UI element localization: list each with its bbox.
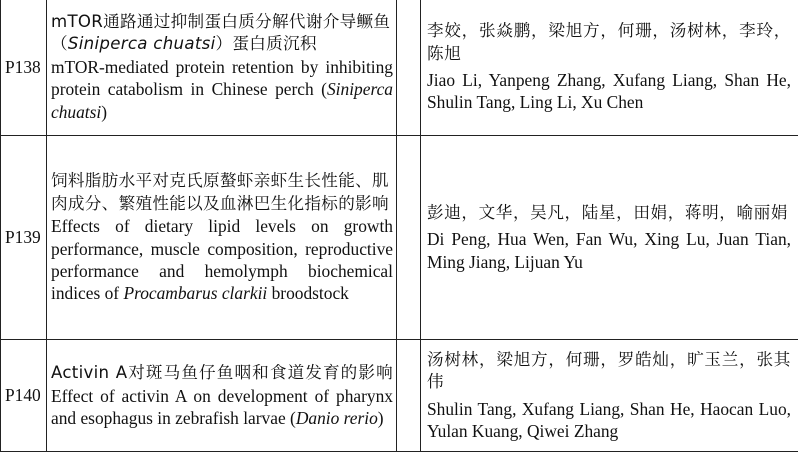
authors-en: Shulin Tang, Xufang Liang, Shan He, Haocan Luo, Yulan Kuang, Qiwei Zhang xyxy=(427,398,791,441)
entry-title xyxy=(47,136,397,340)
entry-authors xyxy=(421,0,798,136)
entry-authors xyxy=(421,340,798,452)
spacer-cell xyxy=(397,136,421,340)
entry-code: P140 xyxy=(1,340,47,452)
authors-zh: 李姣，张焱鹏，梁旭方，何珊，汤树林，李玲，陈旭 xyxy=(427,21,791,63)
entry-title xyxy=(47,340,397,452)
entry-authors xyxy=(421,136,798,340)
spacer-cell xyxy=(397,340,421,452)
table-row xyxy=(1,136,798,340)
authors-en: Jiao Li, Yanpeng Zhang, Xufang Liang, Shan He, Shulin Tang, Ling Li, Xu Chen xyxy=(427,70,791,113)
table-row xyxy=(1,0,798,136)
entry-title xyxy=(47,0,397,136)
title-en: Effects of dietary lipid levels on growth performance, muscle composition, reproductive performance and hemolymph biochemical indices of Procambarus clarkii broodstock xyxy=(51,216,393,304)
title-combined: Activin A对斑马鱼仔鱼咽和食道发育的影响Effect of activin A on development of pharynx and esophagus in zebrafish larvae (Danio rerio) xyxy=(51,363,393,429)
title-en: mTOR-mediated protein retention by inhibiting protein catabolism in Chinese perch (Siniperca chuatsi) xyxy=(51,56,393,122)
species-name: Procambarus clarkii xyxy=(123,283,268,304)
authors-zh: 汤树林，梁旭方，何珊，罗皓灿，旷玉兰，张其伟 xyxy=(427,349,791,392)
species-name: Siniperca chuatsi xyxy=(51,79,393,122)
authors-en: Di Peng, Hua Wen, Fan Wu, Xing Lu, Juan Tian, Ming Jiang, Lijuan Yu xyxy=(427,229,791,272)
authors-zh: 彭迪，文华，吴凡，陆星，田娟，蒋明，喻丽娟 xyxy=(427,202,789,222)
table-row xyxy=(1,340,798,452)
species-name: Siniperca chuatsi xyxy=(67,34,216,54)
entry-code: P138 xyxy=(1,0,47,136)
title-zh: 饲料脂肪水平对克氏原螯虾亲虾生长性能、肌肉成分、繁殖性能以及血淋巴生化指标的影响 xyxy=(51,171,389,213)
entry-code: P139 xyxy=(1,136,47,340)
species-name: Danio rerio xyxy=(295,408,378,429)
spacer-cell xyxy=(397,0,421,136)
title-zh: mTOR通路通过抑制蛋白质分解代谢介导鳜鱼（Siniperca chuatsi）蛋白质沉积 xyxy=(51,11,391,54)
